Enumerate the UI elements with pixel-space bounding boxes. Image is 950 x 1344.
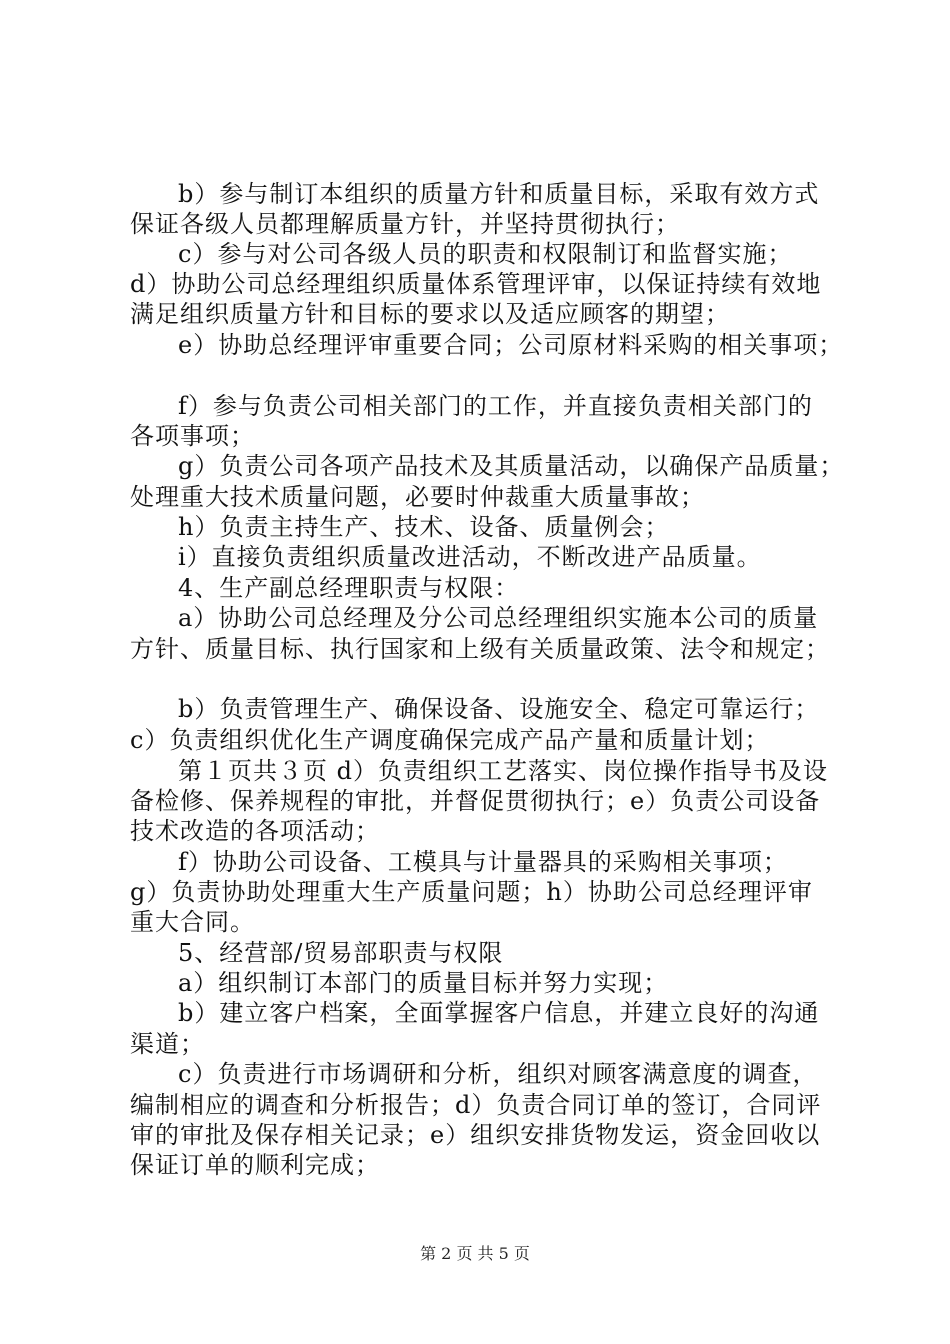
text-line: e）协助总经理评审重要合同；公司原材料采购的相关事项； [178,331,844,359]
text-line: 重大合同。 [130,908,255,936]
text-line: 满足组织质量方针和目标的要求以及适应顾客的期望； [130,300,730,328]
text-line: a）协助公司总经理及分公司总经理组织实施本公司的质量 [178,604,819,632]
text-line: 备检修、保养规程的审批，并督促贯彻执行；e）负责公司设备 [130,787,821,815]
text-line: 编制相应的调查和分析报告；d）负责合同订单的签订，合同评 [130,1091,822,1119]
section-heading: 4、生产副总经理职责与权限： [178,574,520,602]
text-line: 保证各级人员都理解质量方针，并坚持贯彻执行； [130,210,680,238]
text-line: 技术改造的各项活动； [130,817,380,845]
text-line: g）负责公司各项产品技术及其质量活动，以确保产品质量； [178,452,845,480]
text-line: 保证订单的顺利完成； [130,1151,380,1179]
text-line: 审的审批及保存相关记录；e）组织安排货物发运，资金回收以 [130,1121,821,1149]
text-line: 方针、质量目标、执行国家和上级有关质量政策、法令和规定； [130,635,830,663]
text-line: h）负责主持生产、技术、设备、质量例会； [178,513,670,541]
text-line: i）直接负责组织质量改进活动，不断改进产品质量。 [178,543,762,571]
text-line: c）负责进行市场调研和分析，组织对顾客满意度的调查， [178,1060,818,1088]
text-line: a）组织制订本部门的质量目标并努力实现； [178,969,669,997]
text-line: 处理重大技术质量问题，必要时仲裁重大质量事故； [130,483,705,511]
text-line: f）参与负责公司相关部门的工作，并直接负责相关部门的 [178,392,813,420]
text-line: 渠道； [130,1030,205,1058]
text-line: g）负责协助处理重大生产质量问题；h）协助公司总经理评审 [130,878,813,906]
section-heading: 5、经营部/贸易部职责与权限 [178,939,504,967]
text-line: b）负责管理生产、确保设备、设施安全、稳定可靠运行； [178,695,820,723]
text-line: 第１页共３页 d）负责组织工艺落实、岗位操作指导书及设 [178,757,828,785]
text-line: 各项事项； [130,422,255,450]
text-line: c）负责组织优化生产调度确保完成产品产量和质量计划； [130,726,770,754]
text-line: b）建立客户档案，全面掌握客户信息，并建立良好的沟通 [178,999,820,1027]
text-line: d）协助公司总经理组织质量体系管理评审，以保证持续有效地 [130,270,822,298]
text-line: c）参与对公司各级人员的职责和权限制订和监督实施； [178,240,793,268]
text-line: b）参与制订本组织的质量方针和质量目标，采取有效方式 [178,180,820,208]
text-line: f）协助公司设备、工模具与计量器具的采购相关事项； [178,848,788,876]
page-footer: 第 2 页 共 5 页 [420,1244,530,1263]
